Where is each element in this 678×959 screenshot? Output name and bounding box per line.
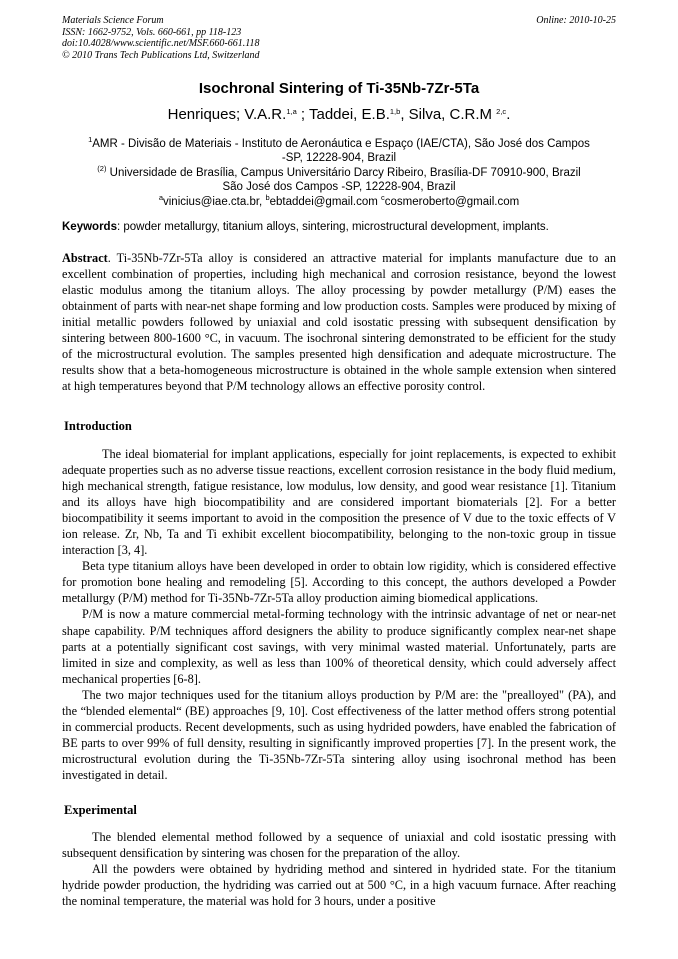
intro-paragraph-1: The ideal biomaterial for implant applications, especially for joint replacements, is expected to exhibit adequate properties such as no adverse tissue reactions, excellent corrosion resistance in the body fluid medium, high mechanical strength, fatigue resistance, low modulus, low density, and good wear resistance [1]. Titanium and its alloys have high biocompatibility and are considered important biomaterials [2]. For a better biocompatibility it seems important to avoid in the composition the presence of V due to the toxic effects of V ion release. Zr, Nb, Ta and Ti exhibit excellent biocompatibility, belonging to the non-toxic group in tissue interaction [3, 4]. xyxy=(62,447,616,558)
affil-1-text-cont: -SP, 12228-904, Brazil xyxy=(281,152,397,164)
paper-title: Isochronal Sintering of Ti-35Nb-7Zr-5Ta xyxy=(198,80,480,97)
intro-paragraph-4: The two major techniques used for the titanium alloys production by P/M are: the "prealloyed" (PA), and the “blended elemental“ (BE) approaches [9, 10]. Cost effectiveness of the latter method offers strong potential in commercial products. Recent developments, such as using hydrided powders, have enabled the fabrication of BE parts to over 99% of full density, resulting in significantly improved properties [7]. In the present work, the microstructural evolution during the Ti-35Nb-7Zr-5Ta sintering alloy using isochronal method has been investigated in detail. xyxy=(62,687,616,782)
journal-header xyxy=(62,15,616,61)
affil-2-text-cont: São José dos Campos -SP, 12228-904, Brazil xyxy=(222,181,456,193)
keywords-label: Keywords xyxy=(62,221,117,233)
online-date: Online: 2010-10-25 xyxy=(536,15,616,26)
experimental-body xyxy=(62,829,616,909)
affil-1-text: AMR - Divisão de Materiais - Instituto de Aeronáutica e Espaço (IAE/CTA), São José dos Campos xyxy=(92,138,590,150)
affiliation-2 xyxy=(62,166,616,194)
email-a-marker: a xyxy=(158,193,163,202)
intro-paragraph-2: Beta type titanium alloys have been developed in order to obtain low rigidity, which is considered effective for promotion bone healing and remodeling [5]. According to this concept, the authors developed a Powder metallurgy (P/M) method for Ti-35Nb-7Zr-5Ta alloy production aiming biomedical applications. xyxy=(62,559,616,606)
abstract-text: . Ti-35Nb-7Zr-5Ta alloy is considered an attractive material for implants manufacture due to an excellent combination of properties, including high mechanical and corrosion resistance, beyond the lowest elastic modulus among the titanium alloys. The alloy processing by powder metallurgy (P/M) eases the obtainment of parts with near-net shape forming and low production costs. Samples were produced by mixing of initial metallic powders followed by uniaxial and cold isostatic pressing with subsequent densification by sintering between 800-1600 °C, in vacuum. The isochronal sintering demonstrated to be efficient for the study of the microstructural evolution. The samples presented high densification and adequate microstructure. The results show that a beta-homogeneous microstructure is obtained in the whole sample extension when sintered at high temperatures beyond that P/M technology allows an effective porosity control. xyxy=(62,251,617,394)
email-line xyxy=(62,195,616,209)
experimental-heading: Experimental xyxy=(64,803,137,817)
email-c: cosmeroberto@gmail.com xyxy=(384,196,520,208)
introduction-heading: Introduction xyxy=(64,419,132,433)
keywords xyxy=(62,221,616,233)
email-b-marker: b xyxy=(265,193,270,202)
intro-paragraph-3: P/M is now a mature commercial metal-forming technology with the intrinsic advantage of net or near-net shape capability. P/M techniques afford designers the ability to produce significantly complex near-net shape parts at a potentially significant cost savings, with very minimal wasted material. Unfortunately, parts are limited in size and complexity, as well as less than 100% of theoretical density, which could adversely affect mechanical properties [6-8]. xyxy=(62,607,616,686)
author-line xyxy=(62,106,616,123)
exp-paragraph-2: All the powders were obtained by hydriding method and sintered in hydrided state. For the titanium hydride powder production, the hydriding was carried out at 500 °C, in a high vacuum furnace. After reaching the nominal temperature, the material was hold for 3 hours, under a positive xyxy=(62,862,616,909)
author-3-affil: 2,c xyxy=(496,107,507,116)
author-2-affil: 1,b xyxy=(389,107,401,116)
author-3: , Silva, C.R.M xyxy=(400,106,497,123)
introduction-body xyxy=(62,446,616,783)
author-2: ; Taddei, E.B. xyxy=(296,106,390,123)
email-a: vinicius@iae.cta.br, xyxy=(163,196,266,208)
email-b: ebtaddei@gmail.com xyxy=(269,196,382,208)
affiliation-1 xyxy=(62,137,616,165)
affil-1-marker: 1 xyxy=(88,135,93,144)
abstract-label: Abstract xyxy=(62,251,108,265)
copyright-line: © 2010 Trans Tech Publications Ltd, Switzerland xyxy=(62,49,260,61)
exp-paragraph-1: The blended elemental method followed by a sequence of uniaxial and cold isostatic pressing with subsequent densification by sintering was chosen for the preparation of the alloy. xyxy=(62,830,616,861)
affil-2-text: Universidade de Brasília, Campus Universitário Darcy Ribeiro, Brasília-DF 70910-900, Brazil xyxy=(106,167,581,179)
email-c-marker: c xyxy=(381,193,385,202)
affil-2-marker: (2) xyxy=(97,164,107,173)
abstract xyxy=(62,250,616,394)
keywords-text: : powder metallurgy, titanium alloys, sintering, microstructural development, implants. xyxy=(116,221,549,233)
journal-name: Materials Science Forum xyxy=(62,15,164,26)
author-line-end: . xyxy=(506,106,511,123)
doi-line: doi:10.4028/www.scientific.net/MSF.660-661.118 xyxy=(62,38,260,49)
issn-line: ISSN: 1662-9752, Vols. 660-661, pp 118-123 xyxy=(62,26,242,38)
author-1-affil: 1,a xyxy=(286,107,297,116)
author-1: Henriques; V.A.R. xyxy=(167,106,287,123)
